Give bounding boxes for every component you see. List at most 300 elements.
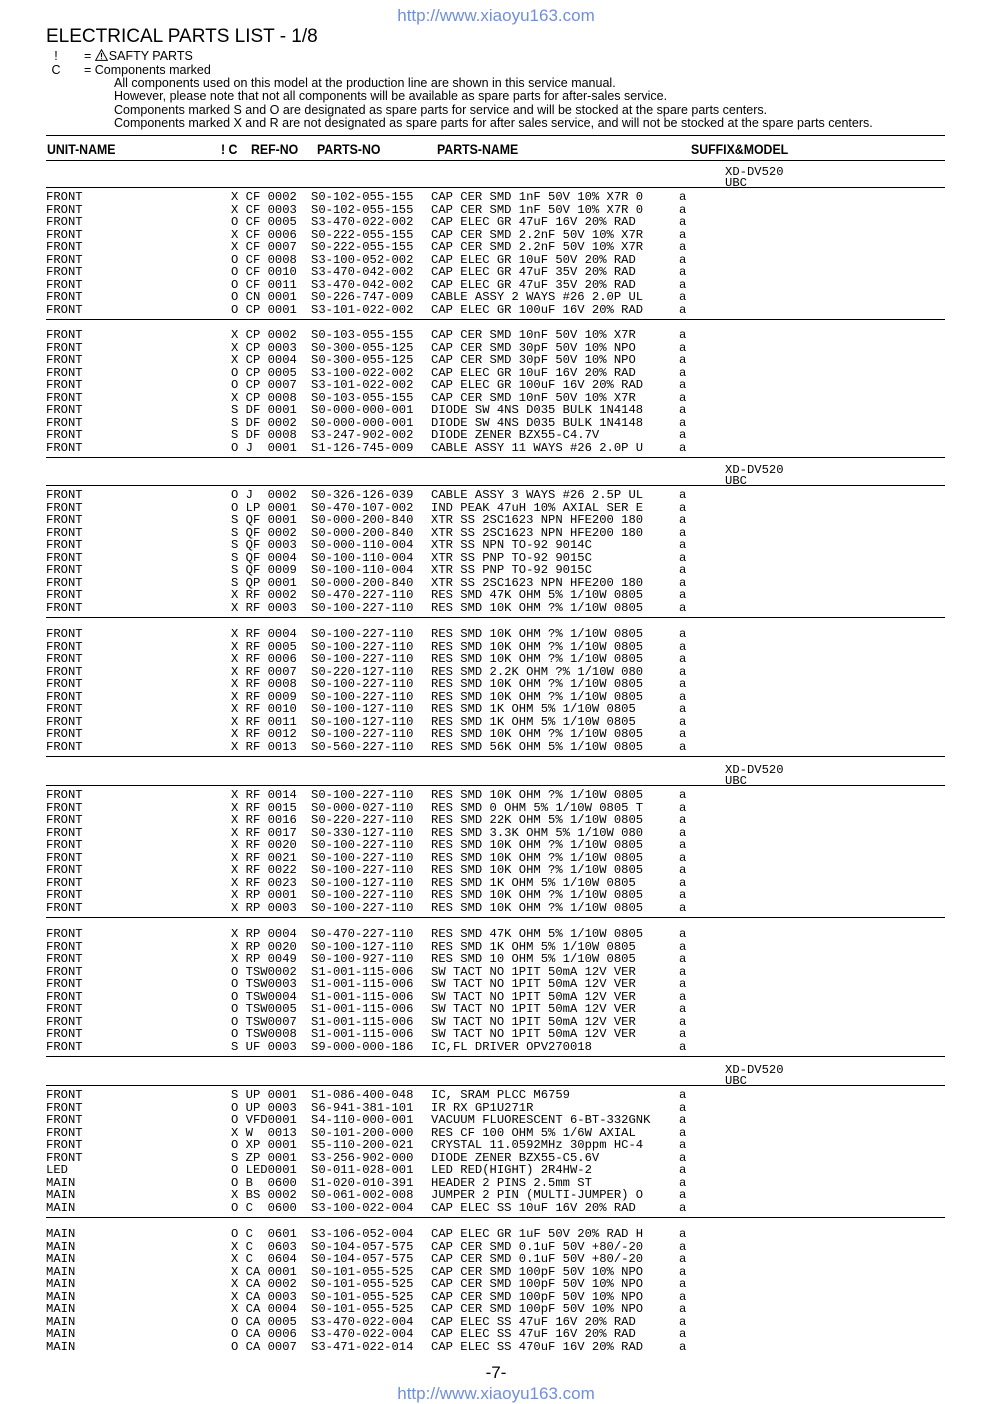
unit-name-cell: FRONT xyxy=(46,353,83,367)
ref-code-cell: O CF 0010 xyxy=(231,265,297,279)
unit-name-cell: FRONT xyxy=(46,415,83,430)
suffix-model-label: XD-DV520 xyxy=(725,463,784,477)
ref-code-cell: X RP 0004 xyxy=(231,927,297,941)
unit-name-cell: FRONT xyxy=(46,1039,83,1054)
unit-name-cell: FRONT xyxy=(46,340,83,355)
parts-no-cell: S0-101-055-525 xyxy=(311,1277,414,1291)
parts-no-cell: S0-000-000-001 xyxy=(311,415,414,430)
parts-name-cell: XTR SS 2SC1623 NPN HFE200 180 xyxy=(431,575,644,590)
unit-name-cell: FRONT xyxy=(46,939,83,954)
unit-name-cell: FRONT xyxy=(46,888,83,902)
unit-name-cell: FRONT xyxy=(46,378,83,392)
parts-name-cell: XTR SS PNP TO-92 9015C xyxy=(431,550,592,565)
suffix-cell: a xyxy=(679,639,687,654)
parts-name-cell: RES SMD 1K OHM 5% 1/10W 0805 xyxy=(431,702,636,716)
ref-code-cell: S UP 0001 xyxy=(231,1088,297,1102)
suffix-rule xyxy=(46,785,945,786)
ref-code-cell: X C 0603 xyxy=(231,1239,297,1254)
col-header-parts-no: PARTS-NO xyxy=(317,141,381,157)
block-separator-rule xyxy=(46,917,945,918)
parts-no-cell: S0-100-227-110 xyxy=(311,627,414,641)
parts-no-cell: S0-222-055-155 xyxy=(311,227,414,242)
unit-name-cell: FRONT xyxy=(46,652,83,666)
suffix-cell: a xyxy=(679,340,687,355)
ref-code-cell: S QP 0001 xyxy=(231,575,297,590)
parts-no-cell: S0-100-227-110 xyxy=(311,863,414,877)
parts-no-cell: S0-470-227-110 xyxy=(311,927,414,941)
ref-code-cell: O VFD0001 xyxy=(231,1113,297,1127)
unit-name-cell: FRONT xyxy=(46,727,83,741)
parts-no-cell: S0-100-227-110 xyxy=(311,838,414,852)
suffix-cell: a xyxy=(679,403,687,417)
parts-name-cell: XTR SS 2SC1623 NPN HFE200 180 xyxy=(431,525,644,540)
parts-no-cell: S0-000-200-840 xyxy=(311,513,414,527)
parts-name-cell: RES SMD 10K OHM ?% 1/10W 0805 xyxy=(431,727,644,741)
unit-name-cell: FRONT xyxy=(46,328,83,342)
unit-name-cell: FRONT xyxy=(46,1125,83,1140)
parts-no-cell: S0-100-227-110 xyxy=(311,677,414,691)
parts-name-cell: LED RED(HIGHT) 2R4HW-2 xyxy=(431,1163,592,1177)
parts-no-cell: S0-100-227-110 xyxy=(311,850,414,865)
parts-no-cell: S0-300-055-125 xyxy=(311,353,414,367)
suffix-rule xyxy=(46,485,945,486)
parts-name-cell: SW TACT NO 1PIT 50mA 12V VER xyxy=(431,964,636,979)
unit-name-cell: FRONT xyxy=(46,550,83,565)
ref-code-cell: O B 0600 xyxy=(231,1175,297,1190)
parts-no-cell: S0-470-227-110 xyxy=(311,588,414,602)
unit-name-cell: FRONT xyxy=(46,1138,83,1152)
page-title: ELECTRICAL PARTS LIST - 1/8 xyxy=(46,26,318,47)
ref-code-cell: X RF 0015 xyxy=(231,800,297,815)
unit-name-cell: FRONT xyxy=(46,739,83,754)
parts-name-cell: RES SMD 1K OHM 5% 1/10W 0805 xyxy=(431,939,636,954)
unit-name-cell: FRONT xyxy=(46,863,83,877)
parts-name-cell: CAP ELEC SS 47uF 16V 20% RAD xyxy=(431,1327,636,1341)
unit-name-cell: MAIN xyxy=(46,1175,76,1190)
suffix-cell: a xyxy=(679,1113,687,1127)
parts-name-cell: CAP CER SMD 10nF 50V 10% X7R xyxy=(431,328,636,342)
parts-name-cell: SW TACT NO 1PIT 50mA 12V VER xyxy=(431,1027,636,1041)
suffix-cell: a xyxy=(679,563,687,577)
watermark-url-bottom[interactable]: http://www.xiaoyu163.com xyxy=(397,1384,595,1403)
suffix-cell: a xyxy=(679,500,687,515)
parts-no-cell: S0-100-127-110 xyxy=(311,875,414,890)
ref-code-cell: O UP 0003 xyxy=(231,1100,297,1115)
parts-no-cell: S1-001-115-006 xyxy=(311,1014,414,1029)
unit-name-cell: MAIN xyxy=(46,1252,76,1266)
parts-no-cell: S0-100-927-110 xyxy=(311,952,414,966)
ref-code-cell: O TSW0002 xyxy=(231,964,297,979)
ref-code-cell: O J 0001 xyxy=(231,440,297,455)
parts-name-cell: DIODE SW 4NS D035 BULK 1N4148 xyxy=(431,403,644,417)
unit-name-cell: FRONT xyxy=(46,1150,83,1165)
unit-name-cell: FRONT xyxy=(46,500,83,515)
unit-name-cell: FRONT xyxy=(46,664,83,679)
unit-name-cell: FRONT xyxy=(46,639,83,654)
ref-code-cell: O XP 0001 xyxy=(231,1138,297,1152)
suffix-cell: a xyxy=(679,390,687,405)
unit-name-cell: MAIN xyxy=(46,1188,76,1202)
suffix-cell: a xyxy=(679,838,687,852)
suffix-cell: a xyxy=(679,1227,687,1241)
ref-code-cell: O TSW0007 xyxy=(231,1014,297,1029)
parts-no-cell: S0-470-107-002 xyxy=(311,500,414,515)
ref-code-cell: O CN 0001 xyxy=(231,290,297,304)
parts-no-cell: S0-326-126-039 xyxy=(311,488,414,502)
suffix-cell: a xyxy=(679,989,687,1004)
suffix-cell: a xyxy=(679,525,687,540)
parts-name-cell: XTR SS 2SC1623 NPN HFE200 180 xyxy=(431,513,644,527)
suffix-cell: a xyxy=(679,227,687,242)
ref-code-cell: X RF 0017 xyxy=(231,825,297,840)
unit-name-cell: FRONT xyxy=(46,952,83,966)
parts-name-cell: RES SMD 10K OHM ?% 1/10W 0805 xyxy=(431,850,644,865)
parts-name-cell: CAP CER SMD 100pF 50V 10% NPO xyxy=(431,1264,644,1279)
parts-no-cell: S0-101-200-000 xyxy=(311,1125,414,1140)
suffix-cell: a xyxy=(679,215,687,229)
unit-name-cell: FRONT xyxy=(46,265,83,279)
parts-name-cell: RES SMD 10K OHM ?% 1/10W 0805 xyxy=(431,677,644,691)
ref-code-cell: X CA 0003 xyxy=(231,1289,297,1304)
suffix-cell: a xyxy=(679,1039,687,1054)
parts-no-cell: S3-471-022-014 xyxy=(311,1339,414,1354)
parts-no-cell: S0-100-110-004 xyxy=(311,563,414,577)
unit-name-cell: FRONT xyxy=(46,563,83,577)
parts-no-cell: S0-220-227-110 xyxy=(311,813,414,827)
suffix-cell: a xyxy=(679,939,687,954)
parts-name-cell: IR RX GP1U271R xyxy=(431,1100,534,1115)
block-separator-rule xyxy=(46,1217,945,1218)
unit-name-cell: MAIN xyxy=(46,1327,76,1341)
suffix-cell: a xyxy=(679,575,687,590)
parts-name-cell: CAP CER SMD 100pF 50V 10% NPO xyxy=(431,1277,644,1291)
unit-name-cell: FRONT xyxy=(46,440,83,455)
parts-no-cell: S3-100-052-002 xyxy=(311,252,414,267)
parts-no-cell: S0-101-055-525 xyxy=(311,1264,414,1279)
suffix-cell: a xyxy=(679,513,687,527)
block-separator-rule xyxy=(46,319,945,320)
parts-no-cell: S0-100-110-004 xyxy=(311,550,414,565)
parts-no-cell: S3-470-022-002 xyxy=(311,215,414,229)
suffix-cell: a xyxy=(679,875,687,890)
suffix-cell: a xyxy=(679,689,687,704)
ref-code-cell: X RF 0021 xyxy=(231,850,297,865)
parts-name-cell: RES SMD 47K OHM 5% 1/10W 0805 xyxy=(431,588,644,602)
ref-code-cell: O CA 0005 xyxy=(231,1314,297,1329)
suffix-cell: a xyxy=(679,190,687,204)
parts-name-cell: CAP ELEC GR 10uF 16V 20% RAD xyxy=(431,365,636,380)
parts-name-cell: CAP CER SMD 1nF 50V 10% X7R 0 xyxy=(431,202,644,217)
suffix-cell: a xyxy=(679,1252,687,1266)
suffix-cell: a xyxy=(679,538,687,552)
parts-no-cell: S0-102-055-155 xyxy=(311,190,414,204)
suffix-cell: a xyxy=(679,550,687,565)
parts-name-cell: CABLE ASSY 11 WAYS #26 2.0P U xyxy=(431,440,644,455)
parts-no-cell: S0-300-055-125 xyxy=(311,340,414,355)
parts-name-cell: CAP CER SMD 0.1uF 50V +80/-20 xyxy=(431,1252,644,1266)
ref-code-cell: S DF 0008 xyxy=(231,428,297,442)
ref-code-cell: S QF 0002 xyxy=(231,525,297,540)
suffix-cell: a xyxy=(679,739,687,754)
unit-name-cell: FRONT xyxy=(46,513,83,527)
ref-code-cell: O C 0601 xyxy=(231,1227,297,1241)
parts-name-cell: CAP CER SMD 1nF 50V 10% X7R 0 xyxy=(431,190,644,204)
note-line: However, please note that not all components will be available as spare parts for after-sales service. xyxy=(114,89,668,104)
suffix-cell: a xyxy=(679,415,687,430)
ref-code-cell: X RF 0022 xyxy=(231,863,297,877)
ref-code-cell: S QF 0009 xyxy=(231,563,297,577)
unit-name-cell: FRONT xyxy=(46,240,83,254)
header-top-rule xyxy=(46,135,945,136)
suffix-rule xyxy=(46,187,945,188)
suffix-cell: a xyxy=(679,1239,687,1254)
ref-code-cell: S ZP 0001 xyxy=(231,1150,297,1165)
unit-name-cell: FRONT xyxy=(46,252,83,267)
legend-symbol: ! xyxy=(54,49,58,63)
parts-no-cell: S3-470-022-004 xyxy=(311,1314,414,1329)
parts-name-cell: VACUUM FLUORESCENT 6-BT-332GNK xyxy=(431,1113,651,1127)
suffix-cell: a xyxy=(679,977,687,991)
ref-code-cell: O LED0001 xyxy=(231,1163,297,1177)
parts-name-cell: RES CF 100 OHM 5% 1/6W AXIAL xyxy=(431,1125,636,1140)
parts-no-cell: S0-103-055-155 xyxy=(311,328,414,342)
ref-code-cell: O CF 0011 xyxy=(231,277,297,292)
parts-name-cell: CAP CER SMD 0.1uF 50V +80/-20 xyxy=(431,1239,644,1254)
suffix-cell: a xyxy=(679,727,687,741)
header-bottom-rule xyxy=(46,160,945,161)
unit-name-cell: FRONT xyxy=(46,964,83,979)
ref-code-cell: O LP 0001 xyxy=(231,500,297,515)
ref-code-cell: O CF 0008 xyxy=(231,252,297,267)
unit-name-cell: FRONT xyxy=(46,215,83,229)
col-header-flags: ! C xyxy=(221,141,238,157)
block-separator-rule xyxy=(46,756,945,757)
parts-no-cell: S0-000-200-840 xyxy=(311,575,414,590)
parts-no-cell: S0-104-057-575 xyxy=(311,1252,414,1266)
parts-name-cell: CAP CER SMD 2.2nF 50V 10% X7R xyxy=(431,240,644,254)
parts-no-cell: S4-110-000-001 xyxy=(311,1113,414,1127)
legend-symbol: C xyxy=(51,63,61,77)
ref-code-cell: X RF 0006 xyxy=(231,652,297,666)
parts-name-cell: RES SMD 10K OHM ?% 1/10W 0805 xyxy=(431,600,644,615)
parts-name-cell: RES SMD 1K OHM 5% 1/10W 0805 xyxy=(431,875,636,890)
suffix-cell: a xyxy=(679,664,687,679)
unit-name-cell: FRONT xyxy=(46,290,83,304)
parts-name-cell: CAP ELEC GR 1uF 50V 20% RAD H xyxy=(431,1227,644,1241)
parts-no-cell: S0-011-028-001 xyxy=(311,1163,414,1177)
page-number: -7- xyxy=(485,1363,507,1382)
ref-code-cell: S QF 0001 xyxy=(231,513,297,527)
unit-name-cell: FRONT xyxy=(46,525,83,540)
suffix-cell: a xyxy=(679,290,687,304)
col-header-suffix-model: SUFFIX&MODEL xyxy=(691,141,789,157)
parts-no-cell: S0-100-227-110 xyxy=(311,900,414,915)
unit-name-cell: FRONT xyxy=(46,677,83,691)
parts-name-cell: DIODE SW 4NS D035 BULK 1N4148 xyxy=(431,415,644,430)
suffix-cell: a xyxy=(679,888,687,902)
parts-name-cell: RES SMD 10 OHM 5% 1/10W 0805 xyxy=(431,952,636,966)
suffix-cell: a xyxy=(679,850,687,865)
parts-name-cell: XTR SS PNP TO-92 9015C xyxy=(431,563,592,577)
suffix-cell: a xyxy=(679,1188,687,1202)
parts-no-cell: S0-000-110-004 xyxy=(311,538,414,552)
ref-code-cell: S DF 0001 xyxy=(231,403,297,417)
suffix-cell: a xyxy=(679,813,687,827)
unit-name-cell: FRONT xyxy=(46,575,83,590)
suffix-cell: a xyxy=(679,1150,687,1165)
suffix-cell: a xyxy=(679,202,687,217)
suffix-cell: a xyxy=(679,1327,687,1341)
parts-name-cell: RES SMD 10K OHM ?% 1/10W 0805 xyxy=(431,888,644,902)
suffix-cell: a xyxy=(679,1002,687,1016)
unit-name-cell: FRONT xyxy=(46,202,83,217)
ref-code-cell: X RF 0016 xyxy=(231,813,297,827)
unit-name-cell: FRONT xyxy=(46,302,83,317)
parts-no-cell: S3-256-902-000 xyxy=(311,1150,414,1165)
unit-name-cell: FRONT xyxy=(46,788,83,802)
suffix-cell: a xyxy=(679,1125,687,1140)
parts-no-cell: S0-100-227-110 xyxy=(311,888,414,902)
ref-code-cell: X C 0604 xyxy=(231,1252,297,1266)
ref-code-cell: O CP 0001 xyxy=(231,302,297,317)
parts-name-cell: RES SMD 10K OHM ?% 1/10W 0805 xyxy=(431,788,644,802)
parts-no-cell: S1-001-115-006 xyxy=(311,989,414,1004)
unit-name-cell: FRONT xyxy=(46,875,83,890)
suffix-cell: a xyxy=(679,1163,687,1177)
suffix-cell: a xyxy=(679,825,687,840)
ref-code-cell: X RF 0023 xyxy=(231,875,297,890)
parts-no-cell: S0-100-227-110 xyxy=(311,689,414,704)
parts-no-cell: S3-470-042-002 xyxy=(311,277,414,292)
unit-name-cell: MAIN xyxy=(46,1264,76,1279)
parts-name-cell: CAP CER SMD 30pF 50V 10% NPO xyxy=(431,340,636,355)
parts-no-cell: S1-001-115-006 xyxy=(311,1027,414,1041)
ref-code-cell: O TSW0005 xyxy=(231,1002,297,1016)
unit-name-cell: FRONT xyxy=(46,538,83,552)
parts-name-cell: CAP ELEC GR 47uF 35V 20% RAD xyxy=(431,265,636,279)
parts-no-cell: S3-100-022-004 xyxy=(311,1200,414,1215)
parts-name-cell: SW TACT NO 1PIT 50mA 12V VER xyxy=(431,977,636,991)
unit-name-cell: MAIN xyxy=(46,1239,76,1254)
unit-name-cell: FRONT xyxy=(46,403,83,417)
unit-name-cell: MAIN xyxy=(46,1227,76,1241)
suffix-cell: a xyxy=(679,952,687,966)
parts-name-cell: HEADER 2 PINS 2.5mm ST xyxy=(431,1175,592,1190)
ref-code-cell: X RF 0007 xyxy=(231,664,297,679)
suffix-model-label: XD-DV520 xyxy=(725,165,784,179)
note-line: Components marked X and R are not designated as spare parts for after sales service, and will not be stocked at the spare parts centers. xyxy=(114,116,873,131)
parts-no-cell: S3-106-052-004 xyxy=(311,1227,414,1241)
unit-name-cell: FRONT xyxy=(46,850,83,865)
parts-name-cell: CAP CER SMD 30pF 50V 10% NPO xyxy=(431,353,636,367)
ref-code-cell: O CA 0006 xyxy=(231,1327,297,1341)
unit-name-cell: FRONT xyxy=(46,277,83,292)
ref-code-cell: X CP 0003 xyxy=(231,340,297,355)
parts-no-cell: S1-001-115-006 xyxy=(311,964,414,979)
parts-no-cell: S0-102-055-155 xyxy=(311,202,414,217)
unit-name-cell: FRONT xyxy=(46,428,83,442)
suffix-variant-label: UBC xyxy=(725,176,747,190)
parts-no-cell: S0-220-127-110 xyxy=(311,664,414,679)
legend-components-text: = Components marked xyxy=(84,63,211,77)
parts-no-cell: S0-100-127-110 xyxy=(311,939,414,954)
ref-code-cell: X RF 0008 xyxy=(231,677,297,691)
parts-no-cell: S3-101-022-002 xyxy=(311,378,414,392)
suffix-cell: a xyxy=(679,440,687,455)
parts-name-cell: CAP ELEC SS 47uF 16V 20% RAD xyxy=(431,1314,636,1329)
suffix-cell: a xyxy=(679,702,687,716)
parts-name-cell: CAP ELEC GR 10uF 50V 20% RAD xyxy=(431,252,636,267)
block-separator-rule xyxy=(46,617,945,618)
parts-name-cell: IND PEAK 47uH 10% AXIAL SER E xyxy=(431,500,644,515)
parts-name-cell: CABLE ASSY 3 WAYS #26 2.5P UL xyxy=(431,488,644,502)
parts-name-cell: RES SMD 2.2K OHM ?% 1/10W 080 xyxy=(431,664,644,679)
suffix-cell: a xyxy=(679,353,687,367)
suffix-cell: a xyxy=(679,428,687,442)
parts-no-cell: S3-100-022-002 xyxy=(311,365,414,380)
ref-code-cell: X CA 0002 xyxy=(231,1277,297,1291)
suffix-cell: a xyxy=(679,1175,687,1190)
parts-no-cell: S0-330-127-110 xyxy=(311,825,414,840)
ref-code-cell: X RF 0003 xyxy=(231,600,297,615)
watermark-url-top[interactable]: http://www.xiaoyu163.com xyxy=(397,6,595,25)
suffix-cell: a xyxy=(679,1277,687,1291)
parts-name-cell: DIODE ZENER BZX55-C5.6V xyxy=(431,1150,600,1165)
ref-code-cell: X CA 0001 xyxy=(231,1264,297,1279)
parts-no-cell: S0-100-127-110 xyxy=(311,714,414,729)
col-header-parts-name: PARTS-NAME xyxy=(437,141,519,157)
unit-name-cell: FRONT xyxy=(46,1113,83,1127)
parts-name-cell: RES SMD 10K OHM ?% 1/10W 0805 xyxy=(431,900,644,915)
parts-name-cell: IC, SRAM PLCC M6759 xyxy=(431,1088,570,1102)
notes xyxy=(114,77,873,131)
unit-name-cell: FRONT xyxy=(46,365,83,380)
parts-no-cell: S3-247-902-002 xyxy=(311,428,414,442)
ref-code-cell: S QF 0004 xyxy=(231,550,297,565)
warning-triangle-icon xyxy=(95,49,108,61)
suffix-cell: a xyxy=(679,788,687,802)
parts-no-cell: S0-101-055-525 xyxy=(311,1289,414,1304)
unit-name-cell: FRONT xyxy=(46,689,83,704)
unit-name-cell: FRONT xyxy=(46,927,83,941)
parts-name-cell: RES SMD 10K OHM ?% 1/10W 0805 xyxy=(431,639,644,654)
parts-name-cell: CAP ELEC GR 100uF 16V 20% RAD xyxy=(431,378,644,392)
parts-no-cell: S0-101-055-525 xyxy=(311,1302,414,1316)
unit-name-cell: FRONT xyxy=(46,1027,83,1041)
suffix-cell: a xyxy=(679,252,687,267)
parts-name-cell: CAP CER SMD 2.2nF 50V 10% X7R xyxy=(431,227,644,242)
note-line: Components marked S and O are designated as spare parts for service and will be stocked at the spare parts centers. xyxy=(114,102,768,117)
ref-code-cell: X RP 0003 xyxy=(231,900,297,915)
parts-no-cell: S6-941-381-101 xyxy=(311,1100,414,1115)
suffix-cell: a xyxy=(679,328,687,342)
ref-code-cell: X CF 0003 xyxy=(231,202,297,217)
suffix-cell: a xyxy=(679,488,687,502)
ref-code-cell: X CF 0007 xyxy=(231,240,297,254)
suffix-variant-label: UBC xyxy=(725,774,747,788)
suffix-cell: a xyxy=(679,714,687,729)
parts-name-cell: CAP ELEC GR 47uF 16V 20% RAD xyxy=(431,215,636,229)
suffix-model-label: XD-DV520 xyxy=(725,1063,784,1077)
parts-name-cell: RES SMD 47K OHM 5% 1/10W 0805 xyxy=(431,927,644,941)
unit-name-cell: FRONT xyxy=(46,800,83,815)
suffix-cell: a xyxy=(679,863,687,877)
suffix-rule xyxy=(46,1085,945,1086)
unit-name-cell: FRONT xyxy=(46,1002,83,1016)
unit-name-cell: MAIN xyxy=(46,1277,76,1291)
ref-code-cell: O TSW0004 xyxy=(231,989,297,1004)
unit-name-cell: FRONT xyxy=(46,702,83,716)
